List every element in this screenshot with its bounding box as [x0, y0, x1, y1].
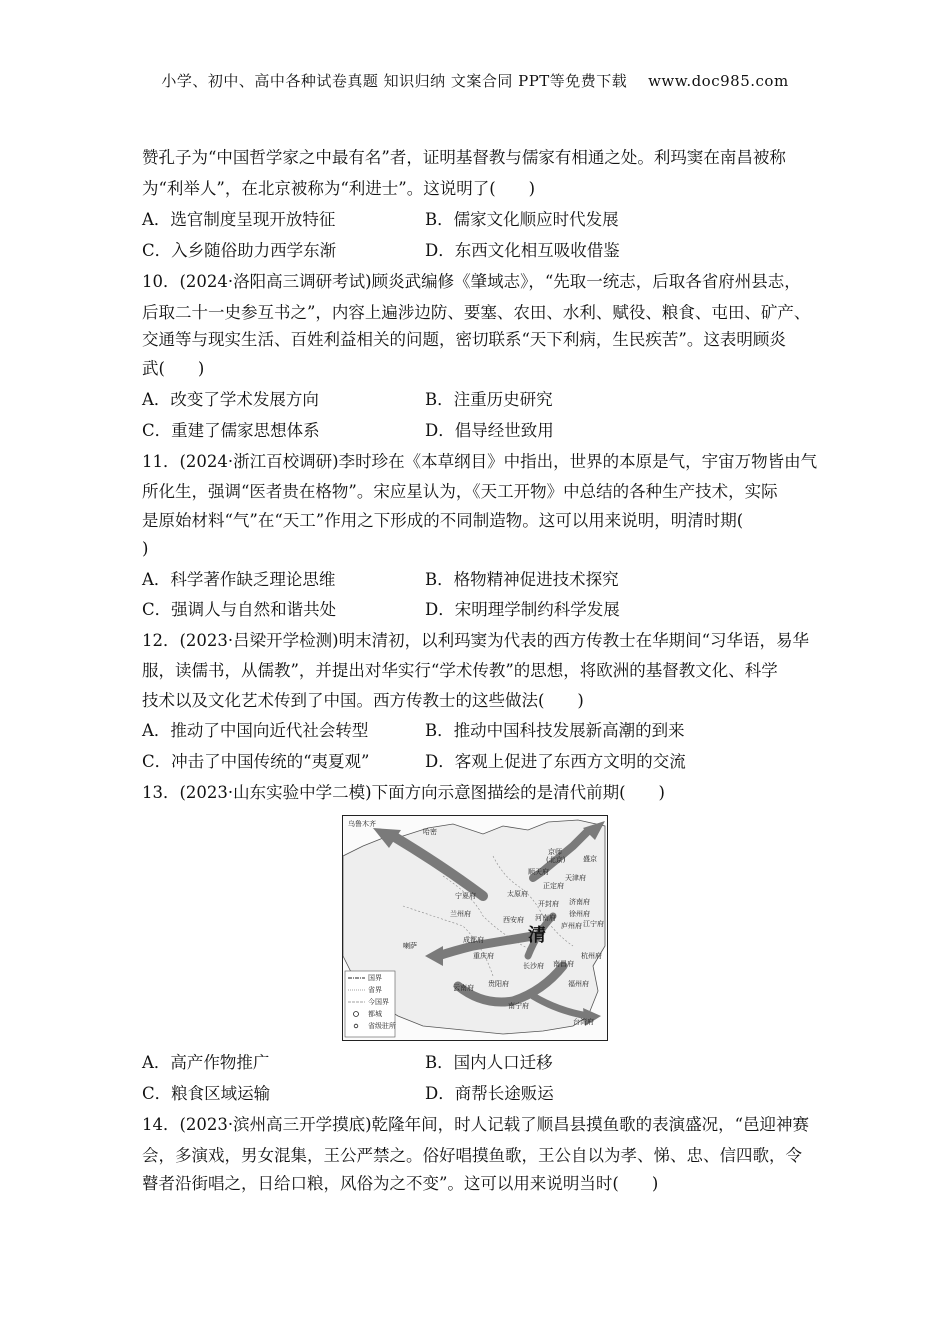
place-label: (北京) [546, 856, 566, 864]
q12-line-1: 12．(2023·吕梁开学检测)明末清初，以利玛窦为代表的西方传教士在华期间“习华语，易华 [142, 631, 810, 650]
q11-option-d: D．宋明理学制约科学发展 [425, 600, 620, 619]
place-label: 喇萨 [403, 942, 417, 950]
place-label: 长沙府 [523, 962, 544, 970]
q11-option-b: B．格物精神促进技术探究 [425, 570, 619, 589]
place-label: 西安府 [503, 916, 524, 924]
q10-line-1: 10．(2024·洛阳高三调研考试)顾炎武编修《肇域志》，“先取一统志，后取各省府州县志， [142, 272, 801, 291]
place-label: 台湾府 [573, 1018, 594, 1026]
q9-line-1: 赞孔子为“中国哲学家之中最有名”者，证明基督教与儒家有相通之处。利玛窦在南昌被称 [142, 148, 786, 167]
q10-line-2: 后取二十一史参互书之”，内容上遍涉边防、要塞、农田、水利、赋役、粮食、屯田、矿产、 [142, 303, 811, 322]
q9-option-a: A．选官制度呈现开放特征 [142, 210, 336, 229]
q11-line-2: 所化生，强调“医者贵在格物”。宋应星认为，《天工开物》中总结的各种生产技术，实际 [142, 482, 778, 501]
place-label: 顺天府 [528, 868, 549, 876]
q14-line-1: 14．(2023·滨州高三开学摸底)乾隆年间，时人记载了顺昌县摸鱼歌的表演盛况，“邑迎神赛 [142, 1115, 810, 1134]
place-label: 南昌府 [553, 960, 574, 968]
place-label: 成都府 [463, 936, 484, 944]
q12-option-b: B．推动中国科技发展新高潮的到来 [425, 721, 685, 740]
place-label: 南宁府 [508, 1002, 529, 1010]
q12-line-2: 服，读儒书，从儒教”，并提出对华实行“学术传教”的思想，将欧洲的基督教文化、科学 [142, 661, 778, 680]
q9-line-2: 为“利举人”，在北京被称为“利进士”。这说明了( ) [142, 179, 536, 198]
q9-option-d: D．东西文化相互吸收借鉴 [425, 241, 620, 260]
q10-line-4: 武( ) [142, 359, 205, 378]
place-label: 太原府 [507, 890, 528, 898]
q9-option-b: B．儒家文化顺应时代发展 [425, 210, 619, 229]
q10-line-3: 交通等与现实生活、百姓利益相关的问题，密切联系“天下利病，生民疾苦”。这表明顾炎 [142, 330, 786, 349]
legend-label: 今国界 [368, 998, 389, 1006]
q10-option-d: D．倡导经世致用 [425, 421, 554, 440]
q12-option-d: D．客观上促进了东西方文明的交流 [425, 752, 686, 771]
place-label: 宁夏府 [455, 892, 476, 900]
map-legend [345, 971, 396, 1037]
q11-option-c: C．强调人与自然和谐共处 [142, 600, 337, 619]
q13-option-a: A．高产作物推广 [142, 1053, 270, 1072]
q10-option-c: C．重建了儒家思想体系 [142, 421, 320, 440]
qing-migration-map [342, 815, 608, 1041]
place-label: 哈密 [423, 828, 437, 836]
q12-option-c: C．冲击了中国传统的“夷夏观” [142, 752, 370, 771]
place-label: 天津府 [565, 874, 586, 882]
place-label: 河南府 [535, 914, 556, 922]
place-label: 杭州府 [581, 952, 602, 960]
q14-line-2: 会，多演戏，男女混集，王公严禁之。俗好唱摸鱼歌，王公自以为孝、悌、忠、信四歌，令 [142, 1146, 802, 1165]
place-label: 重庆府 [473, 952, 494, 960]
q10-option-b: B．注重历史研究 [425, 390, 553, 409]
map-svg [343, 816, 607, 1040]
legend-label: 省界 [368, 986, 382, 994]
q13-line-1: 13．(2023·山东实验中学二模)下面方向示意图描绘的是清代前期( ) [142, 783, 665, 802]
place-label: 江宁府 [583, 920, 604, 928]
place-label: 京师 [548, 848, 562, 856]
place-label: 庐州府 [561, 922, 582, 930]
q11-line-1: 11．(2024·浙江百校调研)李时珍在《本草纲目》中指出，世界的本原是气，宇宙万物皆由气 [142, 452, 818, 471]
place-label: 开封府 [538, 900, 559, 908]
place-label: 乌鲁木齐 [348, 820, 376, 828]
place-label: 济南府 [569, 898, 590, 906]
q12-option-a: A．推动了中国向近代社会转型 [142, 721, 369, 740]
q11-line-3: 是原始材料“气”在“天工”作用之下形成的不同制造物。这可以用来说明，明清时期( [142, 511, 744, 530]
legend-label: 省级驻所 [368, 1022, 396, 1030]
place-label: 兰州府 [450, 910, 471, 918]
q14-line-3: 瞽者沿街唱之，日给口粮，风俗为之不变”。这可以用来说明当时( ) [142, 1174, 659, 1193]
place-label: 贵阳府 [488, 980, 509, 988]
q13-option-c: C．粮食区域运输 [142, 1084, 271, 1103]
place-label: 徐州府 [569, 910, 590, 918]
q12-line-3: 技术以及文化艺术传到了中国。西方传教士的这些做法( ) [142, 691, 584, 710]
q9-option-c: C．入乡随俗助力西学东渐 [142, 241, 337, 260]
legend-label: 国界 [368, 974, 382, 982]
page-header: 小学、初中、高中各种试卷真题 知识归纳 文案合同 PPT等免费下载 www.doc985.com [161, 72, 789, 90]
place-label: 正定府 [543, 882, 564, 890]
q11-option-a: A．科学著作缺乏理论思维 [142, 570, 336, 589]
q13-option-d: D．商帮长途贩运 [425, 1084, 554, 1103]
map-label-qing: 清 [528, 925, 546, 946]
q10-option-a: A．改变了学术发展方向 [142, 390, 319, 409]
q13-option-b: B．国内人口迁移 [425, 1053, 553, 1072]
legend-label: 都城 [368, 1010, 382, 1018]
place-label: 福州府 [568, 980, 589, 988]
place-label: 云南府 [453, 984, 474, 992]
place-label: 盛京 [583, 855, 597, 863]
q11-line-4: ) [142, 539, 149, 558]
